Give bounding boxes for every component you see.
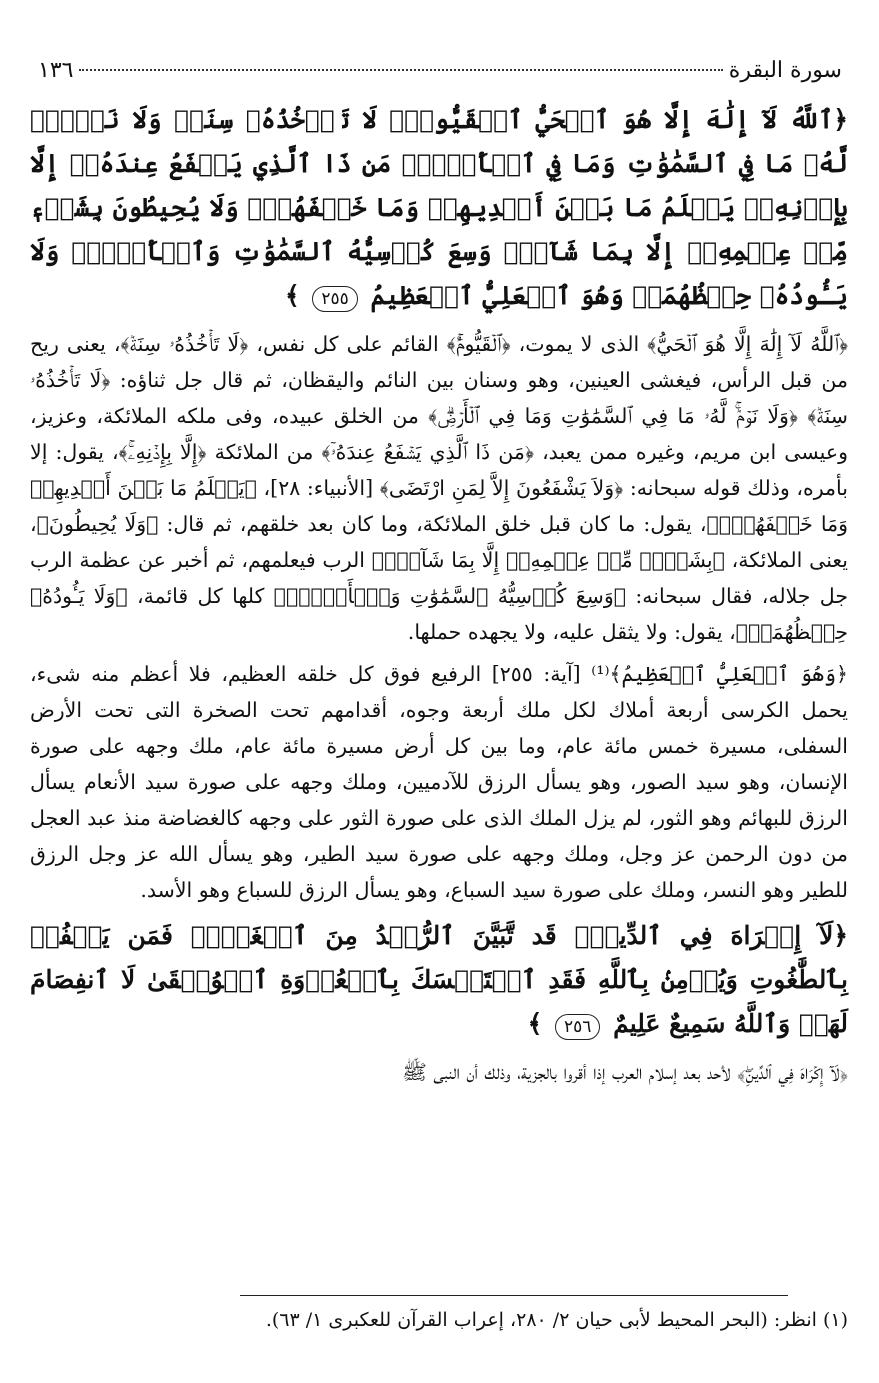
verse-text: ﴿ٱللَّهُ لَآ إِلَٰهَ إِلَّا هُوَ ٱلۡحَيُّ ٱلۡقَيُّومُۚ لَا تَأۡخُذُهُۥ سِنَةٞ وَلَا نَوۡمٞۚ لَّهُۥ مَا فِي ٱلسَّمَٰوَٰتِ وَمَا فِي ٱلۡأَرۡضِۗ مَن ذَا ٱلَّذِي يَشۡفَعُ عِندَهُۥٓ إِلَّا بِإِذۡنِهِۦۚ يَعۡلَمُ مَا بَيۡنَ أَيۡدِيهِمۡ وَمَا خَلۡفَهُمۡۖ وَلَا يُحِيطُونَ بِشَيۡءٖ مِّنۡ عِلۡمِهِۦٓ إِلَّا بِمَا شَآءَۚ وَسِعَ كُرۡسِيُّهُ ٱلسَّمَٰوَٰتِ وَٱلۡأَرۡضَۖ وَلَا يَـُٔودُهُۥ حِفۡظُهُمَاۚ وَهُوَ ٱلۡعَلِيُّ ٱلۡعَظِيمُ	[30, 105, 848, 310]
verse-text: ﴿لَآ إِكۡرَاهَ فِي ٱلدِّينِۖ قَد تَّبَيَّنَ ٱلرُّشۡدُ مِنَ ٱلۡغَيِّۚ فَمَن يَكۡفُرۡ بِٱلطَّٰغُوتِ وَيُؤۡمِنۢ بِٱللَّهِ فَقَدِ ٱسۡتَمۡسَكَ بِٱلۡعُرۡوَةِ ٱلۡوُثۡقَىٰ لَا ٱنفِصَامَ لَهَاۗ وَٱللَّهُ سَمِيعٌ عَلِيمٌ	[30, 921, 848, 1038]
verse-number-marker: ٢٥٦	[555, 1014, 600, 1040]
verse-255	[30, 98, 848, 318]
verse-close-bracket: ﴾	[527, 1009, 543, 1038]
page-header	[30, 58, 848, 92]
header-dot-leader	[79, 69, 722, 71]
surah-title: سورة البقرة	[728, 58, 842, 83]
tafsir-paragraph: ﴿ٱللَّهُ لَآ إِلَٰهَ إِلَّا هُوَ ٱلۡحَيُّ﴾ الذى لا يموت، ﴿ٱلۡقَيُّومُۚ﴾ القائم على كل نفس، ﴿لَا تَأۡخُذُهُۥ سِنَةٞ﴾، يعنى ريح من قبل الرأس، فيغشى العينين، وهو وسنان بين النائم واليقظان، ثم قال جل ثناؤه: ﴿لَا تَأۡخُذُهُۥ سِنَةٞ﴾ ﴿وَلَا نَوۡمٞۚ لَّهُۥ مَا فِي ٱلسَّمَٰوَٰتِ وَمَا فِي ٱلۡأَرۡضِۗ﴾ من الخلق عبيده، وفى ملكه الملائكة، وعزيز، وعيسى ابن مريم، وغيره ممن يعبد، ﴿مَن ذَا ٱلَّذِي يَشۡفَعُ عِندَهُۥٓ﴾ من الملائكة ﴿إِلَّا بِإِذۡنِهِۦۚ﴾، يقول: إلا بأمره، وذلك قوله سبحانه: ﴿وَلاَ يَشْفَعُونَ إِلاَّ لِمَنِ ارْتَضَى﴾ [الأنبياء: ٢٨]، ﴿يَعۡلَمُ مَا بَيۡنَ أَيۡدِيهِمۡ وَمَا خَلۡفَهُمۡۖ﴾، يقول: ما كان قبل خلق الملائكة، وما كان بعد خلقهم، ثم قال: ﴿وَلَا يُحِيطُونَ﴾، يعنى الملائكة، ﴿بِشَيۡءٖ مِّنۡ عِلۡمِهِۦٓ إِلَّا بِمَا شَآءَۚ﴾ الرب فيعلمهم، ثم أخبر عن عظمة الرب جل جلاله، فقال سبحانه: ﴿وَسِعَ كُرۡسِيُّهُ ٱلسَّمَٰوَٰتِ وَٱلۡأَرۡضَۖ﴾ كلها كل قائمة، ﴿وَلَا يَـُٔودُهُۥ حِفۡظُهُمَاۚ﴾، يقول: ولا يثقل عليه، ولا يجهده حملها.	[30, 332, 848, 644]
verse-number-marker: ٢٥٥	[312, 286, 357, 312]
footnote-divider	[240, 1295, 788, 1296]
verse-close-bracket: ﴾	[285, 281, 300, 310]
tafsir-paragraph: ﴿وَهُوَ ٱلۡعَلِيُّ ٱلۡعَظِيمُ﴾⁽¹⁾ [آية: ٢٥٥] الرفيع فوق كل خلقه العظيم، فلا أعظم منه شىء، يحمل الكرسى أربعة أملاك لكل ملك أربعة وجوه، أقدامهم تحت الصخرة التى تحت الأرض السفلى، مسيرة خمس مائة عام، وما بين كل أرض مسيرة مائة عام، ملك وجهه على صورة الإنسان، وهو سيد الصور، وهو يسأل الرزق للآدميين، وملك وجهه على صورة سيد الأنعام يسأل الرزق للبهائم وهو الثور، لم يزل الملك الذى على صورة الثور على وجهه كالغضاضة منذ عبد العجل من دون الرحمن عز وجل، وملك وجهه على صورة سيد الطير، وهو يسأل الله عز وجل الرزق للطير وهو النسر، وملك على صورة سيد السباع، وهو يسأل الرزق للسباع وهو الأسد.	[30, 662, 848, 902]
page-body	[30, 58, 848, 1096]
footnote: (١) انظر: (البحر المحيط لأبى حيان ٢/ ٢٨٠، إعراب القرآن للعكبرى ١/ ٦٣).	[265, 1309, 848, 1331]
tafsir-paragraph: ﴿لَآ إِكۡرَاهَ فِي ٱلدِّينِۖ﴾ لأحد بعد إسلام العرب إذا أقروا بالجزية، وذلك أن النبى ﷺ	[402, 1060, 848, 1084]
page-number: ١٣٦	[38, 58, 74, 83]
verse-256	[30, 914, 848, 1046]
